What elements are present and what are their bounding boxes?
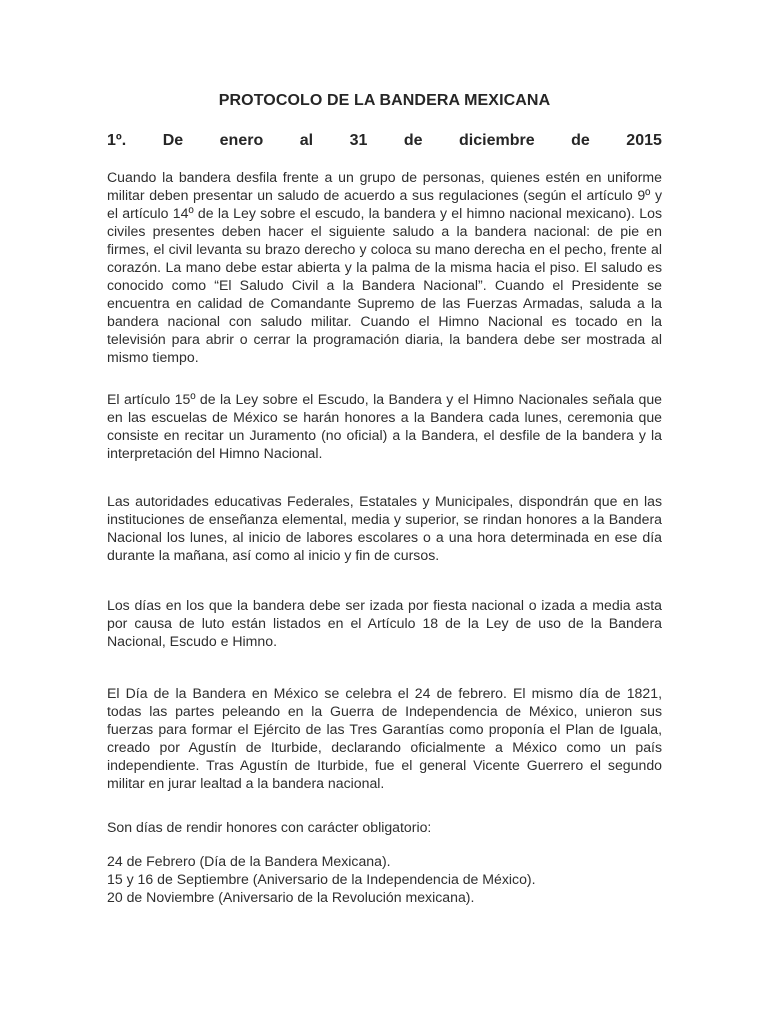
mandatory-dates-list [107, 852, 662, 906]
date-range-line [107, 132, 662, 150]
document-title: PROTOCOLO DE LA BANDERA MEXICANA [218, 92, 551, 109]
paragraph-flag-days: Los días en los que la bandera debe ser izada por fiesta nacional o izada a media asta por causa de luto están listados en el Artículo 18 de la Ley de uso de la Bandera Nacional, Escudo e Himno. [107, 597, 662, 649]
date-word: de [571, 132, 590, 149]
date-word: 2015 [626, 132, 662, 149]
date-word: de [403, 132, 423, 149]
paragraph-salute: Cuando la bandera desfila frente a un grupo de personas, quienes estén en uniforme militar deben presentar un saludo de acuerdo a sus regulaciones (según el artículo 9º y el artículo 14º de la Ley sobre el escudo, la bandera y el himno nacional mexicano). Los civiles presentes deben hacer el siguiente saludo a la bandera nacional: de pie en firmes, el civil levanta su brazo derecho y coloca su mano derecha en el pecho, frente al corazón. La mano debe estar abierta y la palma de la misma hacia el piso. El saludo es conocido como “El Saludo Civil a la Bandera Nacional”. Cuando el Presidente se encuentra en calidad de Comandante Supremo de las Fuerzas Armadas, saluda a la bandera nacional con saludo militar. Cuando el Himno Nacional es tocado en la televisión para abrir o cerrar la programación diaria, la bandera debe ser mostrada al mismo tiempo. [107, 169, 662, 365]
date-word: al [299, 132, 314, 149]
date-word: diciembre [459, 132, 535, 149]
date-word: De [162, 132, 184, 149]
paragraph-authorities: Las autoridades educativas Federales, Estatales y Municipales, dispondrán que en las instituciones de enseñanza elemental, media y superior, se rindan honores a la Bandera Nacional los lunes, al inicio de labores escolares o a una hora determinada en ese día durante la mañana, así como al inicio y fin de cursos. [107, 493, 662, 563]
list-item: 15 y 16 de Septiembre (Aniversario de la Independencia de México). [107, 871, 536, 887]
paragraph-flag-day: El Día de la Bandera en México se celebra el 24 de febrero. El mismo día de 1821, todas las partes peleando en la Guerra de Independencia de México, unieron sus fuerzas para formar el Ejército de las Tres Garantías como proponía el Plan de Iguala, creado por Agustín de Iturbide, declarando oficialmente a México como un país independiente. Tras Agustín de Iturbide, fue el general Vicente Guerrero el segundo militar en jurar lealtad a la bandera nacional. [107, 685, 662, 791]
paragraph-article-15: El artículo 15º de la Ley sobre el Escudo, la Bandera y el Himno Nacionales señala que en las escuelas de México se harán honores a la Bandera cada lunes, ceremonia que consiste en recitar un Juramento (no oficial) a la Bandera, el desfile de la bandera y la interpretación del Himno Nacional. [107, 391, 662, 461]
date-word: 31 [349, 132, 368, 149]
date-word: enero [219, 132, 264, 149]
list-item: 20 de Noviembre (Aniversario de la Revolución mexicana). [107, 889, 475, 905]
list-item: 24 de Febrero (Día de la Bandera Mexicana). [107, 853, 391, 869]
paragraph-mandatory-intro: Son días de rendir honores con carácter obligatorio: [107, 819, 432, 835]
date-word: 1º. [107, 132, 127, 149]
